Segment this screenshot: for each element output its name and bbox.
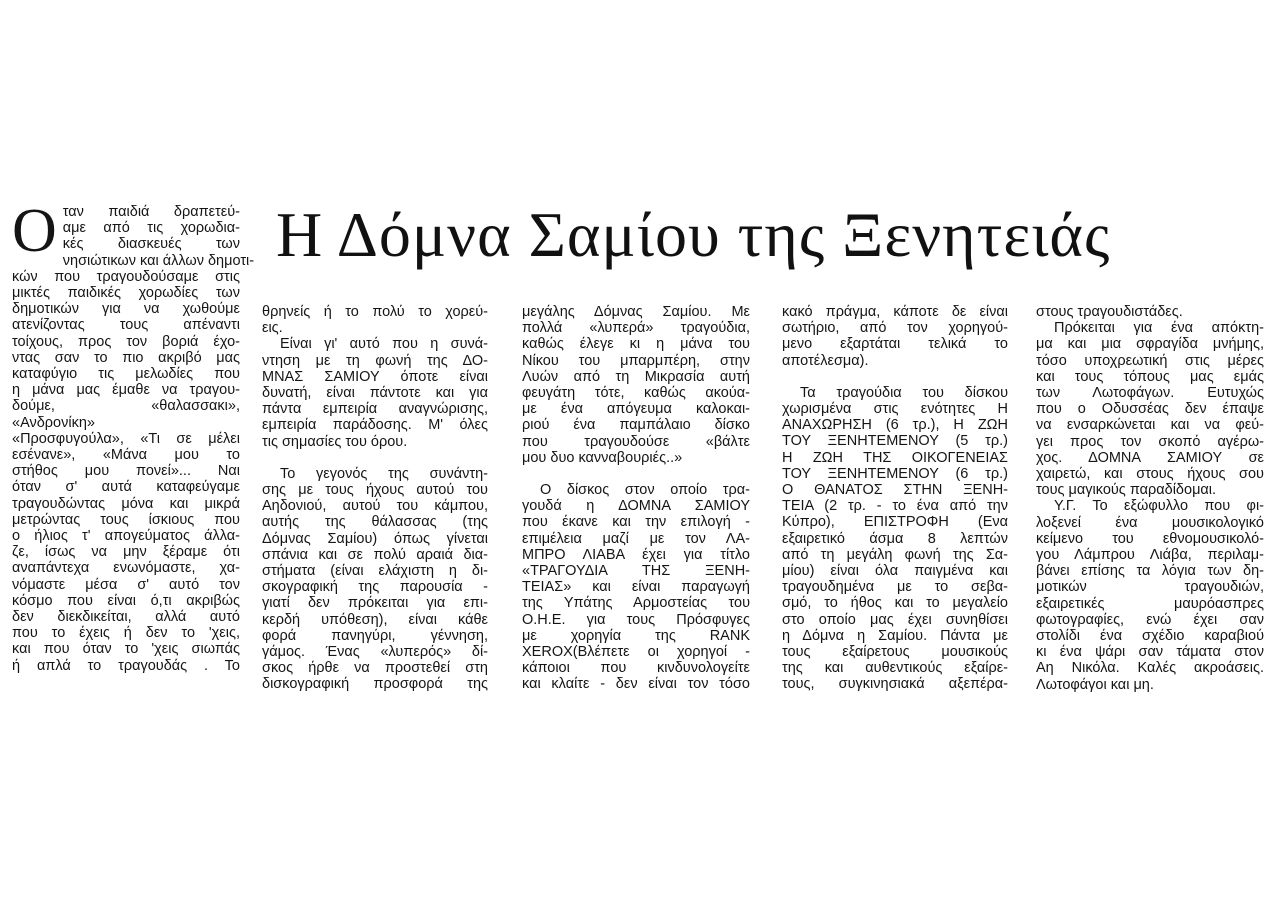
text-line: μου δυο κανναβουριές..»: [522, 449, 683, 466]
text-line: ΤΟΥ ΞΕΝΗΤΕΜΕΝΟΥ (5 τρ.): [782, 433, 1008, 450]
text-line: κάποιοι που κινδυνολογείτε: [522, 660, 750, 677]
text-line: στους τραγουδιστάδες.: [1036, 304, 1183, 320]
text-line: ατενίζοντας τους απέναντι: [12, 317, 240, 334]
text-line: αποτέλεσμα).: [782, 352, 869, 369]
text-line: χαιρετώ, και στους ήχους σου: [1036, 466, 1264, 483]
text-line: Αηδονιού, αυτού του κάμπου,: [262, 498, 488, 515]
text-line: χος. ΔΟΜΝΑ ΣΑΜΙΟΥ σε: [1036, 449, 1264, 466]
text-line: τις σημασίες του όρου.: [262, 433, 408, 450]
text-line: σκος ήρθε να προστεθεί στη: [262, 660, 488, 677]
text-line: ντηση με τη φωνή της ΔΟ-: [262, 352, 488, 369]
text-line: των Λωτοφάγων. Ευτυχώς: [1036, 385, 1264, 402]
text-line: κερδή υπόθεση), είναι κάθε: [262, 611, 488, 628]
text-line: στο οποίο μας έχει συνηθίσει: [782, 611, 1008, 628]
text-line: XEROX(Βλέπετε οι χορηγοί -: [522, 644, 750, 661]
text-line: ντας σαν το πιο ακριβό μας: [12, 349, 240, 366]
text-line: να ενσαρκώνεται και να φεύ-: [1036, 417, 1264, 434]
text-line: μεγάλης Δόμνας Σαμίου. Με: [522, 304, 750, 320]
text-line: Το γεγονός της συνάντη-: [280, 465, 488, 482]
text-line: τραγουδώντας μόνα και μικρά: [12, 495, 240, 512]
text-line: ΜΠΡΟ ΛΙΑΒΑ έχει για τίτλο: [522, 546, 750, 563]
drop-cap: Ο: [12, 197, 57, 265]
text-line: Νίκου του μπαρμπέρη, στην: [522, 352, 750, 369]
text-line: σης με τους ήχους αυτού του: [262, 482, 488, 499]
text-line: «Ανδρονίκη»: [12, 414, 95, 431]
text-line: επιμέλεια μαζί με τον ΛΑ-: [522, 530, 750, 547]
text-line: σπάνια και σε πολύ αραιά δια-: [262, 546, 488, 563]
text-line: ζε, ίσως να μην ξέραμε ότι: [12, 544, 240, 561]
text-line: μενο εξαρτάται τελικά το: [782, 336, 1008, 353]
text-line: τους εξαίρετους μουσικούς: [782, 644, 1008, 661]
text-line: στήματα (είναι ελάχιστη η δι-: [262, 563, 488, 580]
text-line: τους, συγκινησιακά αξεπέρα-: [782, 676, 1008, 693]
text-line: μα και μια σφραγίδα μνήμης,: [1036, 336, 1264, 353]
text-line: ΜΝΑΣ ΣΑΜΙΟΥ όποτε είναι: [262, 368, 488, 385]
text-line: στήθος μου πονεί»... Ναι: [12, 463, 240, 480]
text-line: μίου) είναι όλα παιγμένα και: [782, 563, 1008, 580]
text-line: εξαιρετικές μαυρόασπρες: [1036, 595, 1264, 612]
paragraph-gap: [262, 450, 488, 466]
text-line: γάμος. Ένας «λυπερός» δί-: [262, 644, 488, 661]
text-line: εξαιρετικό άσμα 8 λεπτών: [782, 530, 1008, 547]
text-line: που ο Οδυσσέας δεν έπαψε: [1036, 401, 1264, 418]
text-line: μοτικών τραγουδιών,: [1036, 579, 1264, 596]
text-line: ή απλά το τραγουδάς . Το: [12, 657, 240, 674]
text-line: ΤΕΙΑ (2 τρ. - το ένα από την: [782, 498, 1008, 515]
text-line: Ο δίσκος στον οποίο τρα-: [540, 482, 750, 499]
text-line: που το έχεις ή δεν το 'χεις,: [12, 625, 240, 642]
text-line: κών που τραγουδούσαμε στις: [12, 268, 240, 285]
text-line: με χορηγία της RANK: [522, 627, 750, 644]
text-line: Λωτοφάγοι και μη.: [1036, 676, 1154, 693]
text-line: φωτογραφίες, ενώ έχει σαν: [1036, 611, 1264, 628]
text-line: πάντα εμπειρία αναγνώρισης,: [262, 401, 488, 418]
text-line: γου Λάμπρου Λιάβα, περιλαμ-: [1036, 547, 1264, 564]
text-line: βάνει επίσης τα λόγια των δη-: [1036, 563, 1264, 580]
text-line: σμό, το ήθος και το μεγαλείο: [782, 595, 1008, 612]
text-line: σκογραφική της παρουσία -: [262, 579, 488, 596]
text-line: λοξενεί ένα μουσικολογικό: [1036, 514, 1264, 531]
text-line: Τα τραγούδια του δίσκου: [800, 384, 1008, 401]
text-line: Είναι γι' αυτό που η συνά-: [280, 336, 488, 353]
text-line: Υ.Γ. Το εξώφυλλο που φι-: [1054, 498, 1264, 515]
text-line: μικτές παιδικές χορωδίες των: [12, 285, 240, 302]
text-line: και που όταν το 'χεις σιωπάς: [12, 641, 240, 658]
text-line: μετρώντας τους ίσκιους που: [12, 511, 240, 528]
text-line: που έκανε και την επιλογή -: [522, 514, 750, 531]
text-line: ο ήλιος τ' απογεύματος άλλα-: [12, 528, 240, 545]
text-line: και κλαίτε - δεν είναι τον τόσο: [522, 676, 750, 693]
text-line: της Υπάτης Αρμοστείας του: [522, 595, 750, 612]
text-line: δυνατή, είναι πάντοτε και για: [262, 385, 488, 402]
text-line: όταν σ' αυτά καταφεύγαμε: [12, 479, 240, 496]
text-line: σωτήριο, από τον χορηγού-: [782, 320, 1008, 337]
text-line: από τη μεγάλη φωνή της Σα-: [782, 546, 1008, 563]
text-line: τραγουδημένα με το σεβα-: [782, 579, 1008, 596]
text-line: Ο ΘΑΝΑΤΟΣ ΣΤΗΝ ΞΕΝΗ-: [782, 482, 1008, 499]
text-line: η μάνα μας έμαθε να τραγου-: [12, 382, 240, 399]
text-line: η Δόμνα η Σαμίου. Πάντα με: [782, 627, 1008, 644]
column-3: [522, 304, 750, 693]
text-line: εις.: [262, 320, 283, 337]
column-4: [782, 304, 1008, 693]
text-line: νησιώτικων και άλλων δημοτι-: [62, 252, 255, 269]
paragraph-gap: [782, 369, 1008, 385]
column-5: [1036, 304, 1264, 693]
text-line: καθώς έλεγε κι η μάνα του: [522, 336, 750, 353]
text-line: δισκογραφική προσφορά της: [262, 676, 488, 693]
article-title: Η Δόμνα Σαμίου της Ξενητειάς: [276, 199, 1111, 270]
text-line: Η ΖΩΗ ΤΗΣ ΟΙΚΟΓΕΝΕΙΑΣ: [782, 449, 1008, 466]
text-line: στολίδι ένα σχέδιο καραβιού: [1036, 628, 1264, 645]
paragraph-gap: [522, 466, 750, 482]
text-line: θρηνείς ή το πολύ το χορεύ-: [262, 304, 488, 320]
text-line: γει προς τον σκοπό αγέρω-: [1036, 433, 1264, 450]
text-line: κείμενο του εθνομουσικολό-: [1036, 530, 1264, 547]
column-1: [12, 197, 255, 674]
text-line: «ΤΡΑΓΟΥΔΙΑ ΤΗΣ ΞΕΝΗ-: [522, 563, 750, 580]
text-line: φορά πανηγύρι, γέννηση,: [262, 627, 488, 644]
text-line: Ο.Η.Ε. για τους Πρόσφυγες: [522, 611, 750, 628]
text-line: εσένανε», «Μάνα μου το: [12, 447, 240, 464]
text-line: καταφύγιο τις μελωδίες που: [12, 366, 240, 383]
text-line: κι ένα ψάρι σαν τάματα στον: [1036, 644, 1264, 661]
text-line: αυτής της θάλασσας (της: [262, 514, 488, 531]
text-line: ριού ένα παμπάλαιο δίσκο: [522, 417, 750, 434]
text-line: Λυών από τη Μικρασία αυτή: [522, 368, 750, 385]
text-line: τόσο υποχρεωτική στις μέρες: [1036, 352, 1264, 369]
text-line: χωρισμένα στις ενότητες Η: [782, 401, 1008, 418]
text-line: με ένα απόγευμα καλοκαι-: [522, 401, 750, 418]
text-line: τους μαγικούς παραδίδομαι.: [1036, 482, 1217, 499]
text-line: εμπειρία παράδοσης. Μ' όλες: [262, 417, 488, 434]
text-line: που τραγουδούσε «βάλτε: [522, 433, 750, 450]
text-line: γουδά η ΔΟΜΝΑ ΣΑΜΙΟΥ: [522, 498, 750, 515]
text-line: δημοτικών για να χωθούμε: [12, 301, 240, 318]
text-line: ΤΕΙΑΣ» και είναι παραγωγή: [522, 579, 750, 596]
text-line: Κύπρο), ΕΠΙΣΤΡΟΦΗ (Ενα: [782, 514, 1008, 531]
text-line: κόσμο που είναι ό,τι ακριβώς: [12, 592, 240, 609]
text-line: κές διασκευές των: [62, 236, 240, 253]
text-line: δούμε, «θαλασσακι»,: [12, 398, 240, 415]
text-line: τοίχους, προς τον βοριά έχο-: [12, 333, 240, 350]
text-line: φευγάτη τότε, καθώς ακούα-: [522, 385, 750, 402]
text-line: νόμαστε μέσα σ' αυτό τον: [12, 576, 240, 593]
text-line: κακό πράγμα, κάποτε δε είναι: [782, 304, 1008, 320]
text-line: αναπάντεχα ενωνόμαστε, χα-: [12, 560, 240, 577]
text-line: ΤΟΥ ΞΕΝΗΤΕΜΕΝΟΥ (6 τρ.): [782, 465, 1008, 482]
text-line: και τους τόπους μας εμάς: [1036, 368, 1264, 385]
text-line: της και αυθεντικούς εξαίρε-: [782, 660, 1008, 677]
text-line: ταν παιδιά δραπετεύ-: [62, 204, 240, 220]
text-line: ΑΝΑΧΩΡΗΣΗ (6 τρ.), Η ΖΩΗ: [782, 417, 1008, 434]
column-2: [262, 304, 488, 693]
text-line: δεν διεκδικείται, αλλά αυτό: [12, 609, 240, 626]
text-line: Πρόκειται για ένα απόκτη-: [1054, 320, 1264, 337]
text-line: αμε από τις χορωδια-: [62, 220, 240, 237]
text-line: γιατί δεν πρόκειται για επι-: [262, 595, 488, 612]
text-line: πολλά «λυπερά» τραγούδια,: [522, 320, 750, 337]
text-line: «Προσφυγούλα», «Τι σε μέλει: [12, 430, 240, 447]
text-line: Αη Νικόλα. Καλές ακροάσεις.: [1036, 660, 1264, 677]
text-line: Δόμνας Σαμίου) όπως γίνεται: [262, 530, 488, 547]
